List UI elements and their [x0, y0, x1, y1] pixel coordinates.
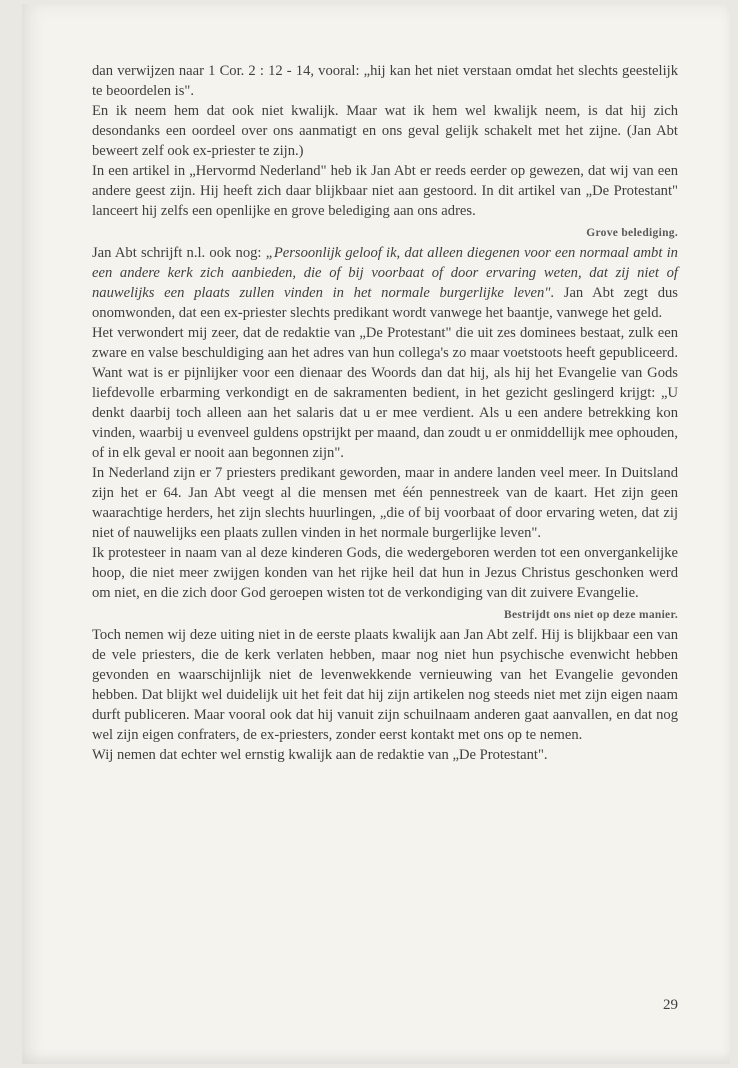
quote-intro: Jan Abt schrijft n.l. ook nog:: [92, 245, 266, 261]
paragraph: dan verwijzen naar 1 Cor. 2 : 12 - 14, vooral: „hij kan het niet verstaan omdat het slechts geestelijk te beoordelen is".: [92, 63, 678, 99]
quote-paragraph: [92, 243, 678, 323]
paragraph: Toch nemen wij deze uiting niet in de eerste plaats kwalijk aan Jan Abt zelf. Hij is blijkbaar een van de vele priesters, die de kerk verlaten hebben, maar nog niet hun psychische evenwicht hebben gevonden en waarschijnlijk niet de levenwekkende vernieuwing van het Evangelie gevonden hebben. Dat blijkt wel duidelijk uit het feit dat hij zijn artikelen nog steeds niet met zijn eigen naam durft publiceren. Maar vooral ook dat hij vanuit zijn schuilnaam anderen gaat aanvallen, en dat nog wel zijn eigen confraters, de ex-priesters, zonder eerst kontakt met ons op te nemen.: [92, 627, 678, 743]
paragraph: En ik neem hem dat ook niet kwalijk. Maar wat ik hem wel kwalijk neem, is dat hij zich desondanks een oordeel over ons aanmatigt en ons geval gelijk schakelt met het zijne. (Jan Abt beweert zelf ook ex-priester te zijn.): [92, 103, 678, 159]
paragraph: Het verwondert mij zeer, dat de redaktie van „De Protestant" die uit zes dominees bestaat, zulk een zware en valse beschuldiging aan het adres van hun collega's zo maar voetstoots heeft gepubliceerd. Want wat is er pijnlijker voor een dienaar des Woords dan dat hij, als hij het Evangelie van Gods liefdevolle erbarming verkondigt en de sakramenten bedient, in het gezicht geslingerd krijgt: „U denkt daarbij toch alleen aan het salaris dat u er mee verdient. Als u een andere betrekking kon vinden, waarbij u evenveel guldens opstrijkt per maand, dan zoudt u er onmiddellijk mee ophouden, of in elk geval er nooit aan begonnen zijn".: [92, 325, 678, 461]
paragraph: Wij nemen dat echter wel ernstig kwalijk aan de redaktie van „De Protestant".: [92, 747, 548, 763]
book-page: [22, 4, 730, 1064]
quote-outro: . Jan Abt zegt dus onomwonden, dat een ex-priester slechts predikant wordt vanwege het baantje, vanwege het geld.: [92, 285, 678, 321]
paragraph: In Nederland zijn er 7 priesters predikant geworden, maar in andere landen veel meer. In Duitsland zijn het er 64. Jan Abt veegt al die mensen met één pennestreek van de kaart. Het zijn geen waarachtige herders, het zijn slechts huurlingen, „die of bij voorbaat of door ervaring weten, dat zij niet of nauwelijks een plaats zullen vinden in het normale burgerlijke leven".: [92, 465, 678, 541]
section-heading: Grove belediging.: [586, 227, 678, 239]
paragraph: In een artikel in „Hervormd Nederland" heb ik Jan Abt er reeds eerder op gewezen, dat wij van een andere geest zijn. Hij heeft zich daar blijkbaar niet aan gestoord. In dit artikel van „De Protestant" lanceert hij zelfs een openlijke en grove belediging aan ons adres.: [92, 163, 678, 219]
quote-italic: „Persoonlijk geloof ik, dat alleen diegenen voor een normaal ambt in een andere kerk zich aanbieden, die of bij voorbaat of door ervaring weten, dat zij niet of nauwelijks een plaats zullen vinden in het normale burgerlijke leven": [92, 245, 678, 301]
page-number: 29: [663, 997, 678, 1013]
section-heading: Bestrijdt ons niet op deze manier.: [504, 609, 678, 621]
body-text: [92, 61, 678, 765]
paragraph: Ik protesteer in naam van al deze kinderen Gods, die wedergeboren werden tot een onvergankelijke hoop, die niet meer zwijgen konden van het rijke heil dat hun in Jezus Christus geschonken werd om niet, en die zich door God geroepen wisten tot de verkondiging van dit zuivere Evangelie.: [92, 545, 678, 601]
